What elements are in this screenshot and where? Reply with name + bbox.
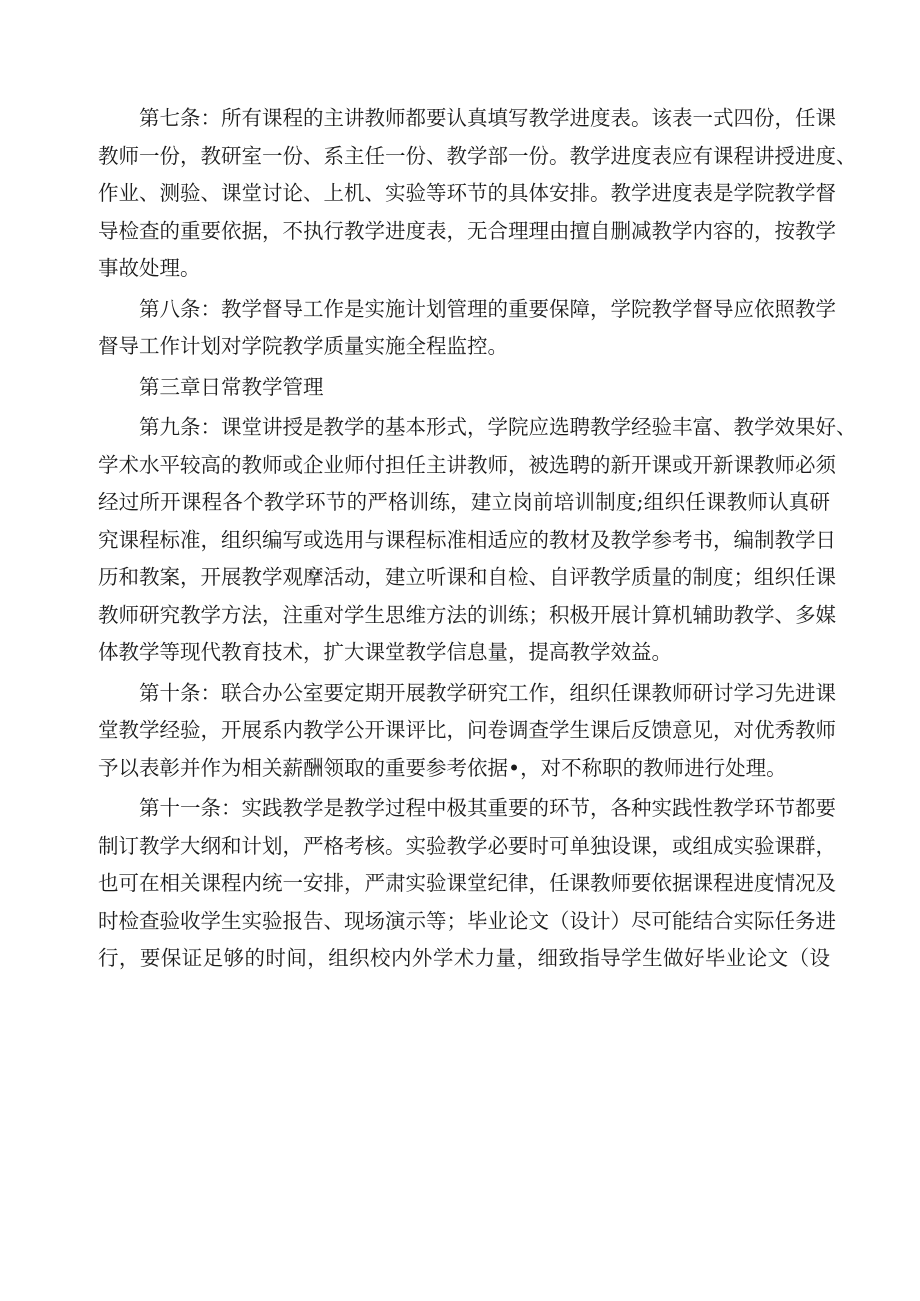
- text-line: 作业、测验、课堂讨论、上机、实验等环节的具体安排。教学进度表是学院教学督: [98, 181, 836, 205]
- text-line: 学术水平较高的教师或企业师付担任主讲教师，被选聘的新开课或开新课教师必须: [98, 452, 836, 477]
- text-line: 督导工作计划对学院教学质量实施全程监控。: [98, 334, 508, 358]
- text-line: 历和教案，开展教学观摩活动，建立听课和自检、自评教学质量的制度；组织任课: [98, 565, 836, 589]
- article-11-paragraph: [98, 790, 836, 978]
- text-line: 第九条：课堂讲授是教学的基本形式，学院应选聘教学经验丰富、教学效果好、: [139, 415, 857, 439]
- text-line: 制订教学大纲和计划，严格考核。实验教学必要时可单独设课，或组成实验课群，: [98, 833, 836, 858]
- text-line: 也可在相关课程内统一安排，严肃实验课堂纪律，任课教师要依据课程进度情况及: [98, 871, 836, 895]
- text-line: 第十条：联合办公室要定期开展教学研究工作，组织任课教师研讨学习先进课: [139, 680, 836, 705]
- text-line: 事故处理。: [98, 256, 201, 280]
- chapter-heading-text: 第三章日常教学管理: [139, 374, 324, 399]
- text-line: 教师一份，教研室一份、系主任一份、教学部一份。教学进度表应有课程讲授进度、: [98, 143, 857, 168]
- article-9-paragraph: [98, 409, 857, 672]
- text-line: 第八条：教学督导工作是实施计划管理的重要保障，学院教学督导应依照教学: [139, 296, 836, 321]
- article-10-paragraph: [98, 675, 836, 788]
- document-body: [98, 100, 857, 981]
- text-line: 经过所开课程各个教学环节的严格训练，建立岗前培训制度;组织任课教师认真研: [98, 490, 830, 514]
- chapter-heading: [98, 369, 830, 407]
- text-line: 第七条：所有课程的主讲教师都要认真填写教学进度表。该表一式四份，任课: [139, 106, 836, 130]
- text-line: 堂教学经验，开展系内教学公开课评比，问卷调查学生课后反馈意见，对优秀教师: [98, 718, 836, 742]
- text-line: 究课程标准，组织编写或选用与课程标准相适应的教材及教学参考书，编制教学日: [98, 527, 836, 552]
- article-7-paragraph: [98, 100, 857, 288]
- text-line: 时检查验收学生实验报告、现场演示等；毕业论文（设计）尽可能结合实际任务进: [98, 908, 836, 933]
- article-8-paragraph: [98, 291, 836, 366]
- text-line: 教师研究教学方法，注重对学生思维方法的训练；积极开展计算机辅助教学、多媒: [98, 602, 836, 627]
- text-line: 体教学等现代教育技术，扩大课堂教学信息量，提高教学效益。: [98, 640, 672, 664]
- text-line: 行，要保证足够的时间，组织校内外学术力量，细致指导学生做好毕业论文（设: [98, 946, 830, 970]
- text-line: 导检查的重要依据，不执行教学进度表，无合理理由擅自删减教学内容的，按教学: [98, 218, 836, 243]
- text-line: 予以表彰并作为相关薪酬领取的重要参考依据•，对不称职的教师进行处理。: [98, 755, 787, 780]
- text-line: 第十一条：实践教学是教学过程中极其重要的环节，各种实践性教学环节都要: [139, 796, 836, 820]
